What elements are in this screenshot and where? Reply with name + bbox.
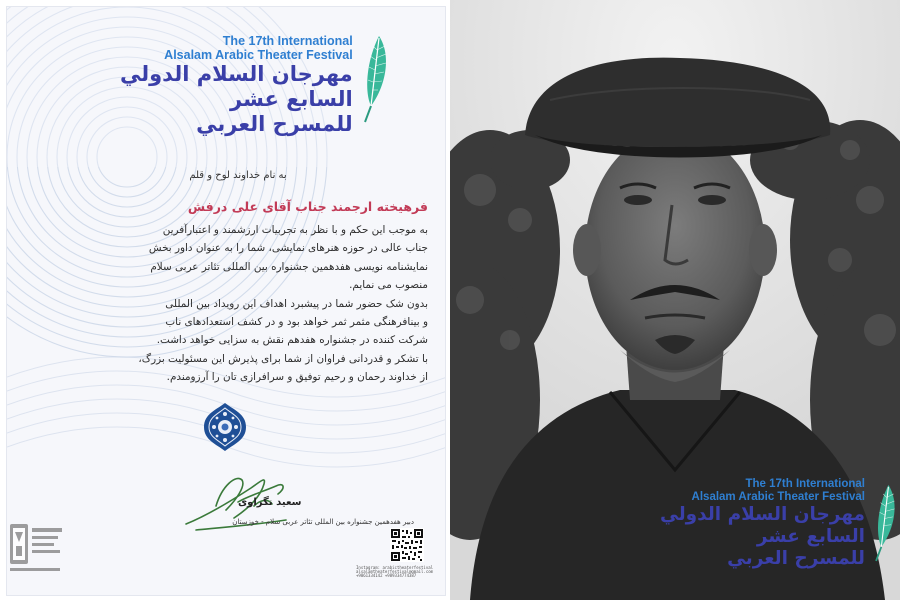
contact-line: +9861334142 +989334774387 — [356, 573, 417, 578]
festival-logo-overlay — [660, 478, 899, 570]
festival-name-ar-line2: السابع عشر — [230, 87, 353, 111]
qr-code-icon — [390, 528, 424, 562]
certificate-recipient: فرهیخته ارجمند جناب آقای علی درفش — [187, 199, 428, 214]
iran-theater-logo-icon — [4, 518, 66, 582]
festival-name-ar-line3: للمسرح العربي — [727, 548, 865, 569]
certificate-line: جناب عالی در حوزه هنرهای نمایشی، شما را به عنوان داور بخش — [148, 242, 428, 255]
festival-name-ar-line3: للمسرح العربي — [196, 112, 353, 136]
feather-icon — [357, 34, 391, 124]
certificate-body — [48, 170, 428, 387]
festival-name-ar-line1: مهرجان السلام الدولي — [660, 504, 865, 525]
feather-icon — [869, 478, 899, 568]
festival-name-en-line1: The 17th International — [745, 478, 865, 490]
certificate-line: منصوب می نمایم. — [349, 279, 428, 292]
certificate-line: و بینافرهنگی مثمر ثمر خواهد بود و در کشف استعدادهای ناب — [165, 316, 428, 329]
festival-name-ar-line1: مهرجان السلام الدولي — [120, 62, 353, 86]
certificate-line: نمایشنامه نویسی هفدهمین جشنواره بین المللی تئاتر عربی سلام — [150, 260, 428, 273]
signer-name: سعید نگراوی — [238, 497, 302, 508]
festival-name-en-line1: The 17th International — [222, 34, 353, 48]
certificate-greeting: به نام خداوند لوح و قلم — [189, 170, 287, 181]
contact-line: alsalamtheaterfestival@gmail.com — [356, 569, 434, 574]
certificate-line: از خداوند رحمان و رحیم توفیق و سرافرازی تان را آرزومندم. — [166, 371, 428, 384]
certificate-line: بدون شک حضور شما در پیشبرد اهداف این رویداد بین المللی — [165, 297, 428, 310]
festival-logo — [120, 34, 391, 137]
certificate-line: با تشکر و قدردانی فراوان از شما برای پذیرش این مسئولیت بزرگ، — [138, 352, 428, 365]
certificate-line: شرکت کننده در جشنواره هفدهم نقش به سزایی خواهد داشت. — [156, 334, 428, 347]
contact-info — [356, 566, 433, 578]
festival-name-en-line2: Alsalam Arabic Theater Festival — [164, 48, 353, 62]
festival-name-en-line2: Alsalam Arabic Theater Festival — [691, 491, 865, 503]
festival-name-ar-line2: السابع عشر — [756, 526, 865, 547]
contact-line: Instagram: arabictheaterfestival — [356, 565, 434, 570]
certificate-line: به موجب این حکم و با نظر به تجربیات ارزشمند و اعتبارآفرین — [162, 224, 428, 236]
signer-title: دبیر هفدهمین جشنواره بین المللی تئاتر عربی سلام - خوزستان — [232, 518, 414, 526]
tile-emblem-icon — [202, 402, 248, 452]
